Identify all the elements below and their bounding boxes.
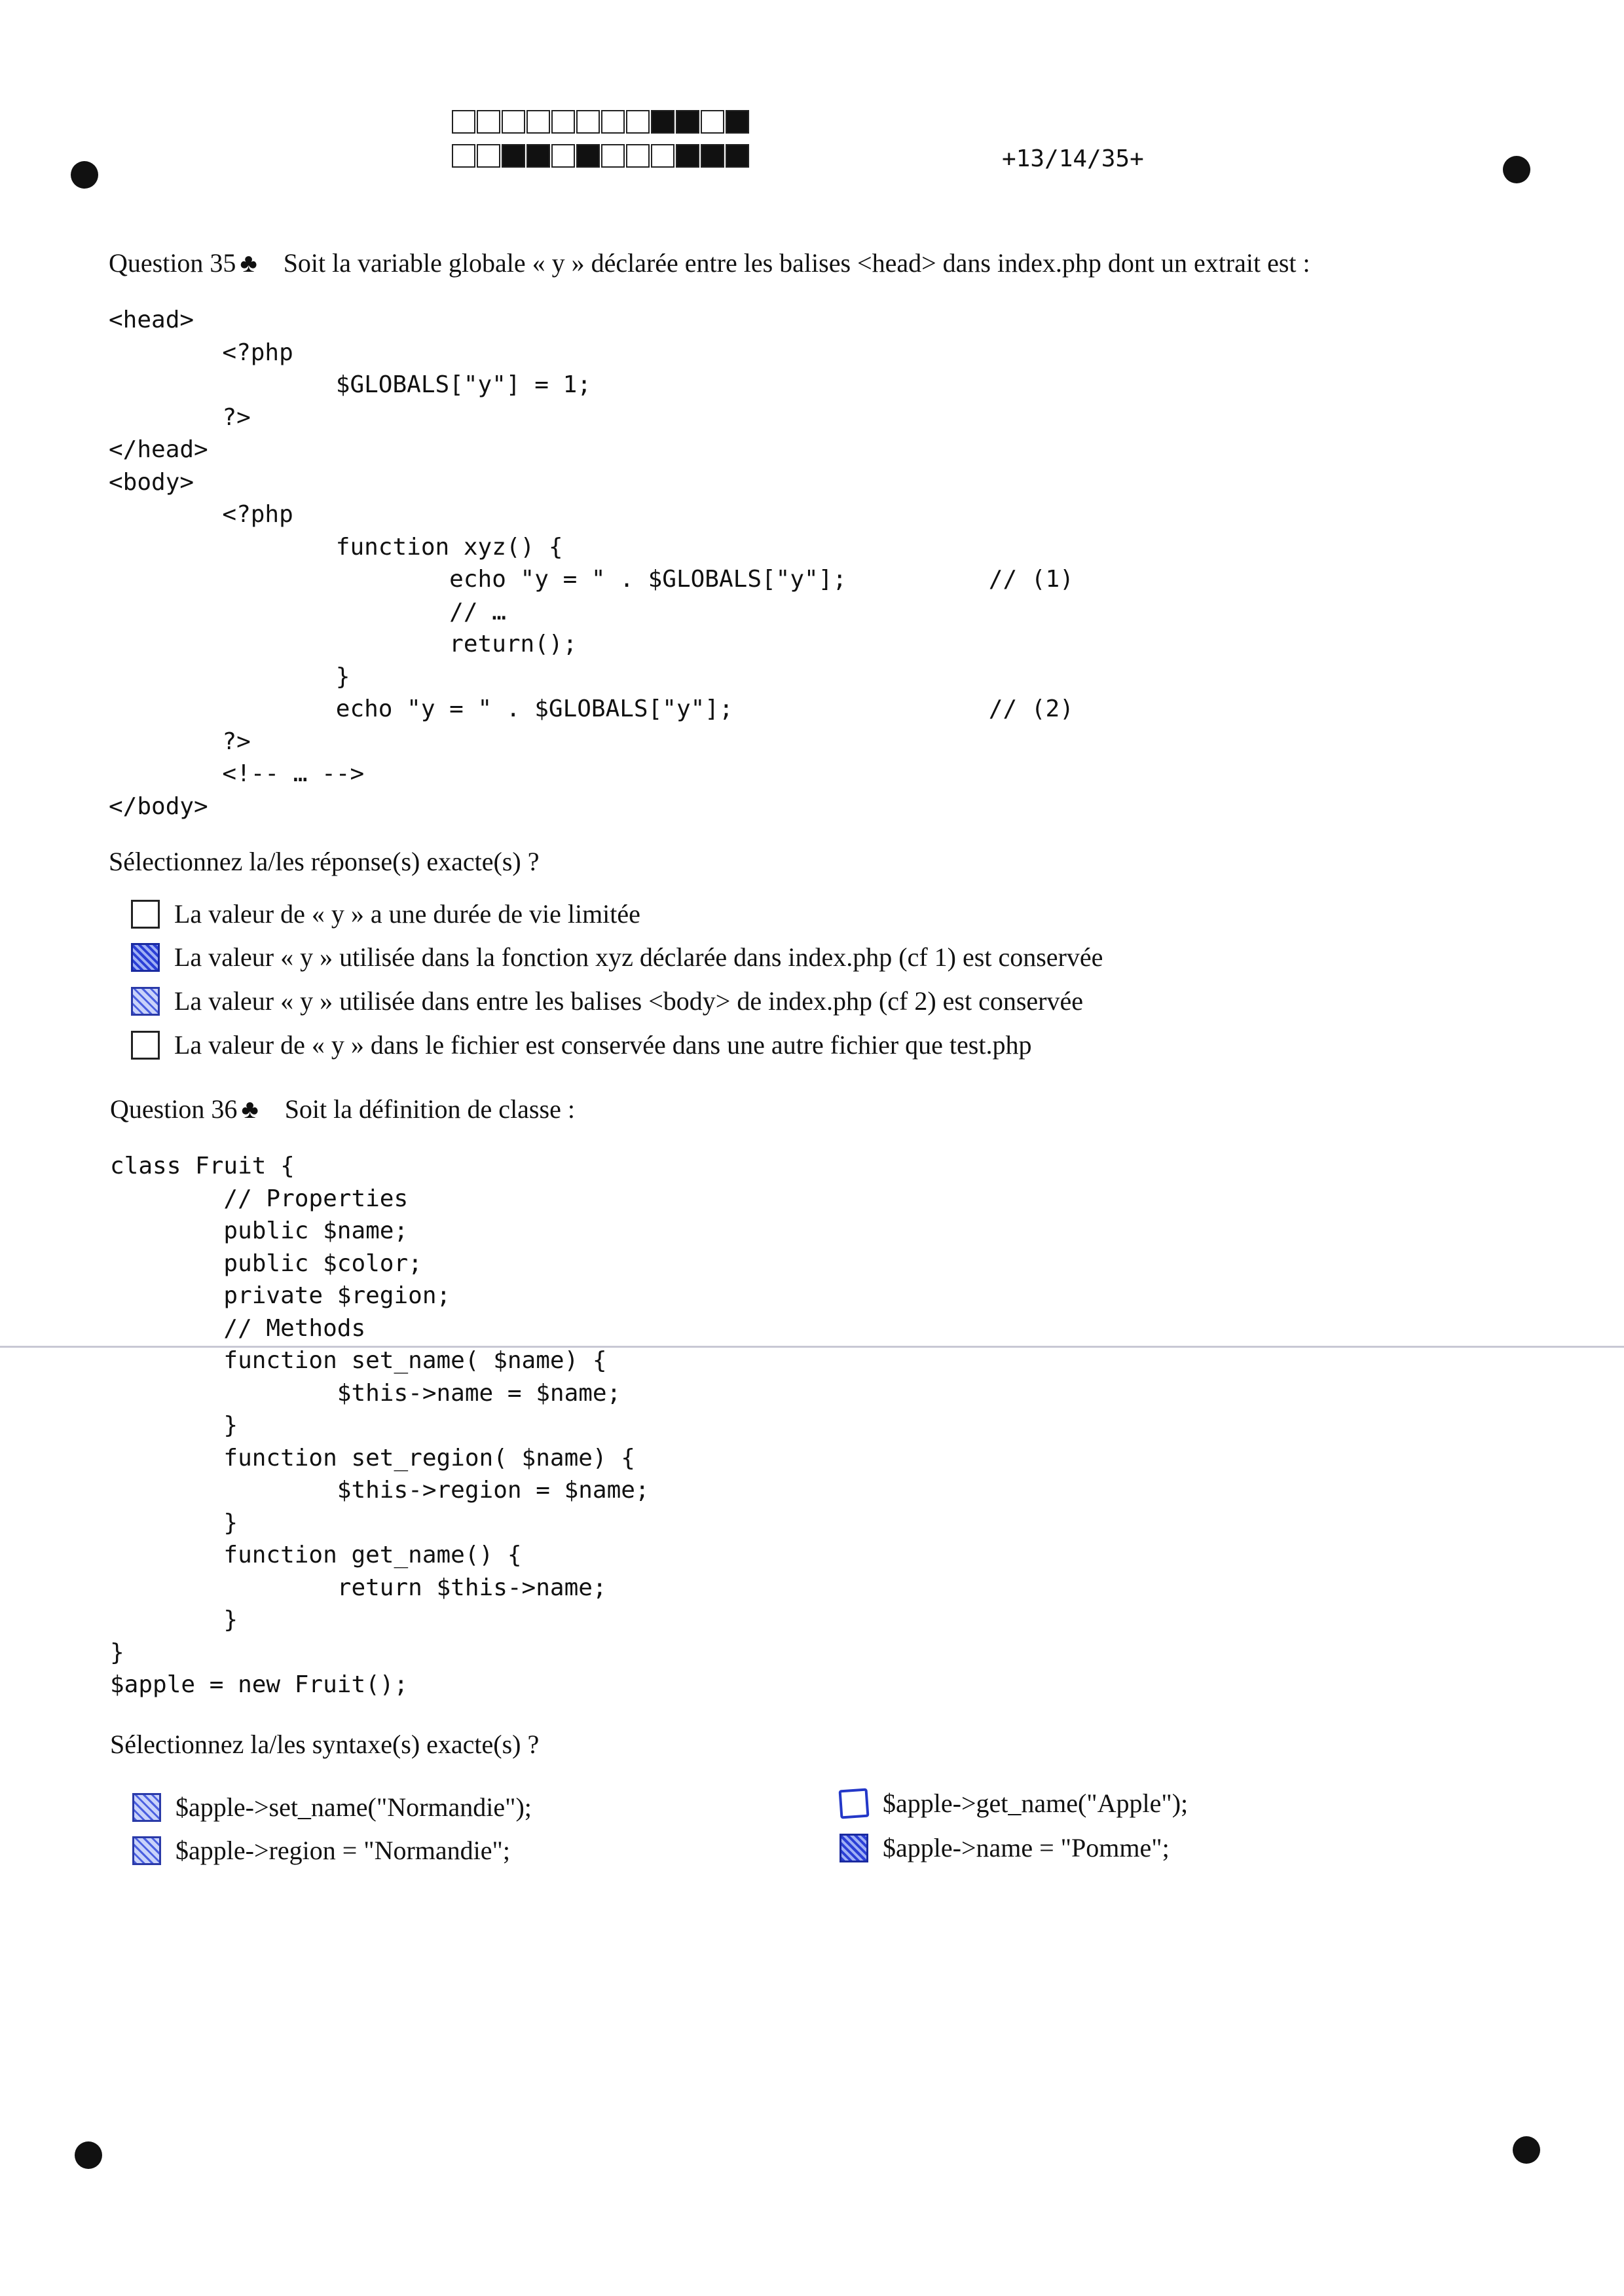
- q35-option-1-label: La valeur de « y » a une durée de vie limitée: [174, 899, 640, 929]
- q35-option-2-label: La valeur « y » utilisée dans la fonction xyz déclarée dans index.php (cf 1) est conservée: [174, 942, 1103, 972]
- question-35-heading: [109, 248, 1310, 278]
- barcode-cell: [601, 144, 625, 168]
- registration-dot-bottom-left: [75, 2141, 102, 2169]
- q36-option-4-checkbox[interactable]: [840, 1834, 868, 1862]
- registration-dot-top-right: [1503, 156, 1530, 183]
- club-icon: ♣: [241, 1094, 259, 1124]
- q36-option-3-checkbox[interactable]: [839, 1788, 870, 1819]
- q36-option-2-label: $apple->region = "Normandie";: [175, 1836, 510, 1865]
- q35-option-2-checkbox[interactable]: [131, 943, 160, 972]
- registration-dot-top-left: [71, 161, 98, 189]
- barcode-cell: [551, 110, 575, 134]
- question-36-number: Question 36: [110, 1094, 238, 1124]
- question-35-text: Soit la variable globale « y » déclarée entre les balises <head> dans index.php dont un extrait est :: [283, 248, 1310, 278]
- question-35-number: Question 35: [109, 248, 236, 278]
- barcode-cell: [701, 144, 724, 168]
- barcode-row-top: [452, 110, 750, 134]
- question-35-code: <head> <?php $GLOBALS["y"] = 1; ?> </head> <body> <?php function xyz() { echo "y = " . $GLOBALS["y"]; // (1) // … return(); } echo "y = " . $GLOBALS["y"]; // (2) ?> <!-- … --> </body>: [109, 306, 1074, 820]
- question-36-prompt: Sélectionnez la/les syntaxe(s) exacte(s) ?: [110, 1730, 540, 1759]
- barcode-cell: [676, 110, 699, 134]
- registration-dot-bottom-right: [1513, 2136, 1540, 2164]
- q36-option-1-checkbox[interactable]: [132, 1793, 161, 1822]
- q35-option-2[interactable]: [131, 942, 1103, 972]
- barcode-row-bottom: [452, 144, 750, 168]
- q35-option-4-checkbox[interactable]: [131, 1031, 160, 1060]
- q35-option-1-checkbox[interactable]: [131, 900, 160, 929]
- q36-option-4-label: $apple->name = "Pomme";: [883, 1833, 1170, 1862]
- barcode-cell: [651, 144, 674, 168]
- question-36-heading: [110, 1094, 575, 1124]
- question-35-prompt: Sélectionnez la/les réponse(s) exacte(s) ?: [109, 847, 540, 876]
- q36-option-4[interactable]: [840, 1832, 1170, 1863]
- barcode-cell: [576, 144, 600, 168]
- q36-option-1-label: $apple->set_name("Normandie");: [175, 1792, 532, 1822]
- barcode-cell: [477, 110, 500, 134]
- barcode-cell: [452, 144, 475, 168]
- q36-option-2[interactable]: [132, 1835, 510, 1866]
- barcode-cell: [601, 110, 625, 134]
- q35-option-3[interactable]: [131, 986, 1083, 1016]
- q35-option-4[interactable]: [131, 1029, 1031, 1060]
- q35-option-1[interactable]: [131, 898, 640, 929]
- barcode-cell: [676, 144, 699, 168]
- barcode-cell: [701, 110, 724, 134]
- q35-option-3-label: La valeur « y » utilisée dans entre les balises <body> de index.php (cf 2) est conservée: [174, 986, 1084, 1016]
- barcode-cell: [726, 144, 749, 168]
- q35-option-3-checkbox[interactable]: [131, 987, 160, 1016]
- q36-option-3[interactable]: [840, 1788, 1188, 1819]
- q36-option-2-checkbox[interactable]: [132, 1836, 161, 1865]
- barcode-cell: [526, 144, 550, 168]
- barcode-cell: [576, 110, 600, 134]
- barcode-cell: [526, 110, 550, 134]
- barcode-cell: [502, 110, 525, 134]
- q36-option-3-label: $apple->get_name("Apple");: [883, 1788, 1189, 1818]
- barcode-cell: [477, 144, 500, 168]
- question-36-text: Soit la définition de classe :: [284, 1094, 575, 1124]
- club-icon: ♣: [240, 248, 257, 278]
- barcode-cell: [452, 110, 475, 134]
- barcode-cell: [651, 110, 674, 134]
- page-identifier: +13/14/35+: [1002, 145, 1144, 172]
- barcode-cell: [626, 110, 650, 134]
- q36-option-1[interactable]: [132, 1792, 532, 1823]
- q35-option-4-label: La valeur de « y » dans le fichier est conservée dans une autre fichier que test.php: [174, 1030, 1032, 1060]
- question-36-code: class Fruit { // Properties public $name; public $color; private $region; // Methods function set_name( $name) { $this->name = $name; } function set_region( $name) { $this->region = $name; } function get_name() { return $this->name; } } $apple = new Fruit();: [110, 1153, 650, 1698]
- barcode-cell: [551, 144, 575, 168]
- barcode-cell: [502, 144, 525, 168]
- barcode-cell: [726, 110, 749, 134]
- barcode-cell: [626, 144, 650, 168]
